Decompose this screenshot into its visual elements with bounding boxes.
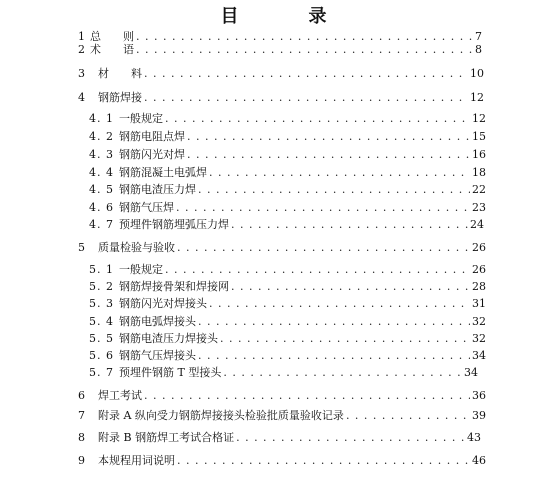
- toc-entry-page: 26: [472, 263, 486, 276]
- toc-leader-dots: [177, 454, 470, 468]
- toc-entry-number: 1: [78, 30, 85, 43]
- toc-entry-page: 26: [472, 241, 486, 254]
- toc-entry-number: 4. 1: [89, 112, 114, 125]
- toc-entry-page: 18: [472, 166, 486, 179]
- toc-entry-label: 钢筋混凝土电弧焊: [119, 166, 207, 179]
- toc-entry-page: 24: [470, 218, 484, 231]
- toc-entry-page: 12: [470, 91, 484, 104]
- toc-entry-8: [78, 431, 481, 445]
- toc-entry-page: 31: [472, 297, 486, 310]
- toc-entry-label: 焊工考试: [98, 389, 142, 402]
- toc-entry-6: [78, 389, 486, 403]
- toc-entry-page: 28: [472, 280, 486, 293]
- toc-entry-label: 本规程用词说明: [98, 454, 175, 467]
- toc-entry-label: 总 则: [90, 30, 134, 43]
- toc-leader-dots: [177, 241, 470, 255]
- page-title: 目 录: [220, 6, 353, 27]
- toc-leader-dots: [236, 431, 465, 445]
- toc-entry-page: 39: [472, 409, 486, 422]
- toc-entry-label: 钢筋电弧焊接头: [119, 315, 196, 328]
- toc-entry-number: 4. 4: [89, 166, 114, 179]
- toc-entry-label: 一般规定: [119, 263, 163, 276]
- toc-leader-dots: [198, 315, 470, 329]
- toc-entry-number: 7: [78, 409, 85, 422]
- toc-leader-dots: [165, 263, 470, 277]
- toc-entry-page: 16: [472, 148, 486, 161]
- toc-entry-7: [78, 409, 486, 423]
- toc-entry-label: 钢筋气压焊接头: [119, 349, 196, 362]
- toc-entry-3: [78, 67, 484, 81]
- toc-entry-4-6: [89, 201, 486, 215]
- toc-entry-page: 32: [472, 332, 486, 345]
- toc-entry-label: 钢筋电渣压力焊: [119, 183, 196, 196]
- toc-leader-dots: [231, 218, 468, 232]
- toc-entry-number: 4. 5: [89, 183, 114, 196]
- toc-entry-page: 15: [472, 130, 486, 143]
- toc-leader-dots: [209, 297, 470, 311]
- toc-entry-5-7: [89, 366, 478, 380]
- toc-entry-page: 23: [472, 201, 486, 214]
- toc-leader-dots: [144, 67, 468, 81]
- toc-entry-5-6: [89, 349, 486, 363]
- toc-entry-number: 5. 5: [89, 332, 114, 345]
- toc-entry-number: 6: [78, 389, 85, 402]
- toc-entry-label: 附录 A 纵向受力钢筋焊接接头检验批质量验收记录: [98, 409, 344, 422]
- toc-entry-page: 12: [472, 112, 486, 125]
- toc-leader-dots: [198, 349, 470, 363]
- toc-leader-dots: [209, 166, 470, 180]
- toc-entry-number: 4: [78, 91, 85, 104]
- toc-entry-number: 3: [78, 67, 85, 80]
- toc-entry-label: 术 语: [90, 43, 134, 56]
- toc-entry-5-3: [89, 297, 486, 311]
- toc-entry-number: 4. 3: [89, 148, 114, 161]
- toc-entry-label: 一般规定: [119, 112, 163, 125]
- toc-entry-label: 钢筋闪光对焊: [119, 148, 185, 161]
- toc-entry-page: 34: [464, 366, 478, 379]
- toc-leader-dots: [144, 389, 470, 403]
- toc-entry-5-2: [89, 280, 486, 294]
- toc-leader-dots: [187, 130, 470, 144]
- toc-entry-5-4: [89, 315, 486, 329]
- toc-leader-dots: [136, 43, 473, 57]
- toc-entry-page: 32: [472, 315, 486, 328]
- toc-entry-label: 预埋件钢筋埋弧压力焊: [119, 218, 229, 231]
- toc-entry-page: 43: [467, 431, 481, 444]
- toc-entry-page: 10: [470, 67, 484, 80]
- toc-entry-label: 附录 B 钢筋焊工考试合格证: [98, 431, 235, 444]
- toc-leader-dots: [176, 201, 470, 215]
- toc-entry-label: 钢筋电阻点焊: [119, 130, 185, 143]
- toc-entry-4-4: [89, 166, 486, 180]
- toc-entry-label: 钢筋气压焊: [119, 201, 174, 214]
- toc-leader-dots: [187, 148, 470, 162]
- toc-entry-number: 5: [78, 241, 85, 254]
- toc-entry-number: 5. 2: [89, 280, 114, 293]
- toc-entry-label: 钢筋电渣压力焊接头: [119, 332, 218, 345]
- toc-entry-page: 34: [472, 349, 486, 362]
- toc-entry-label: 预埋件钢筋 T 型接头: [119, 366, 222, 379]
- toc-entry-1: [78, 30, 482, 44]
- toc-entry-label: 钢筋闪光对焊接头: [119, 297, 207, 310]
- toc-entry-number: 5. 4: [89, 315, 114, 328]
- toc-entry-number: 8: [78, 431, 85, 444]
- toc-entry-number: 4. 2: [89, 130, 114, 143]
- toc-entry-number: 4. 6: [89, 201, 114, 214]
- toc-entry-number: 5. 3: [89, 297, 114, 310]
- toc-entry-4: [78, 91, 484, 105]
- toc-entry-2: [78, 43, 482, 57]
- toc-entry-label: 钢筋焊接骨架和焊接网: [119, 280, 229, 293]
- toc-entry-4-7: [89, 218, 484, 232]
- toc-leader-dots: [231, 280, 470, 294]
- toc-entry-9: [78, 454, 486, 468]
- toc-entry-label: 材 料: [98, 67, 142, 80]
- toc-entry-number: 2: [78, 43, 85, 56]
- toc-entry-page: 8: [475, 43, 482, 56]
- toc-entry-4-2: [89, 130, 486, 144]
- toc-entry-page: 46: [472, 454, 486, 467]
- toc-entry-4-3: [89, 148, 486, 162]
- toc-entry-number: 4. 7: [89, 218, 114, 231]
- toc-leader-dots: [136, 30, 473, 44]
- toc-leader-dots: [198, 183, 470, 197]
- toc-entry-number: 5. 7: [89, 366, 114, 379]
- toc-leader-dots: [165, 112, 470, 126]
- toc-leader-dots: [144, 91, 468, 105]
- toc-entry-4-1: [89, 112, 486, 126]
- toc-entry-number: 9: [78, 454, 85, 467]
- toc-leader-dots: [346, 409, 470, 423]
- toc-entry-label: 钢筋焊接: [98, 91, 142, 104]
- toc-entry-page: 36: [472, 389, 486, 402]
- toc-entry-5-1: [89, 263, 486, 277]
- toc-entry-number: 5. 1: [89, 263, 114, 276]
- toc-entry-4-5: [89, 183, 486, 197]
- toc-entry-5-5: [89, 332, 486, 346]
- toc-entry-page: 22: [472, 183, 486, 196]
- toc-entry-5: [78, 241, 486, 255]
- toc-entry-label: 质量检验与验收: [98, 241, 175, 254]
- toc-entry-page: 7: [475, 30, 482, 43]
- toc-entry-number: 5. 6: [89, 349, 114, 362]
- toc-leader-dots: [220, 332, 470, 346]
- toc-leader-dots: [223, 366, 462, 380]
